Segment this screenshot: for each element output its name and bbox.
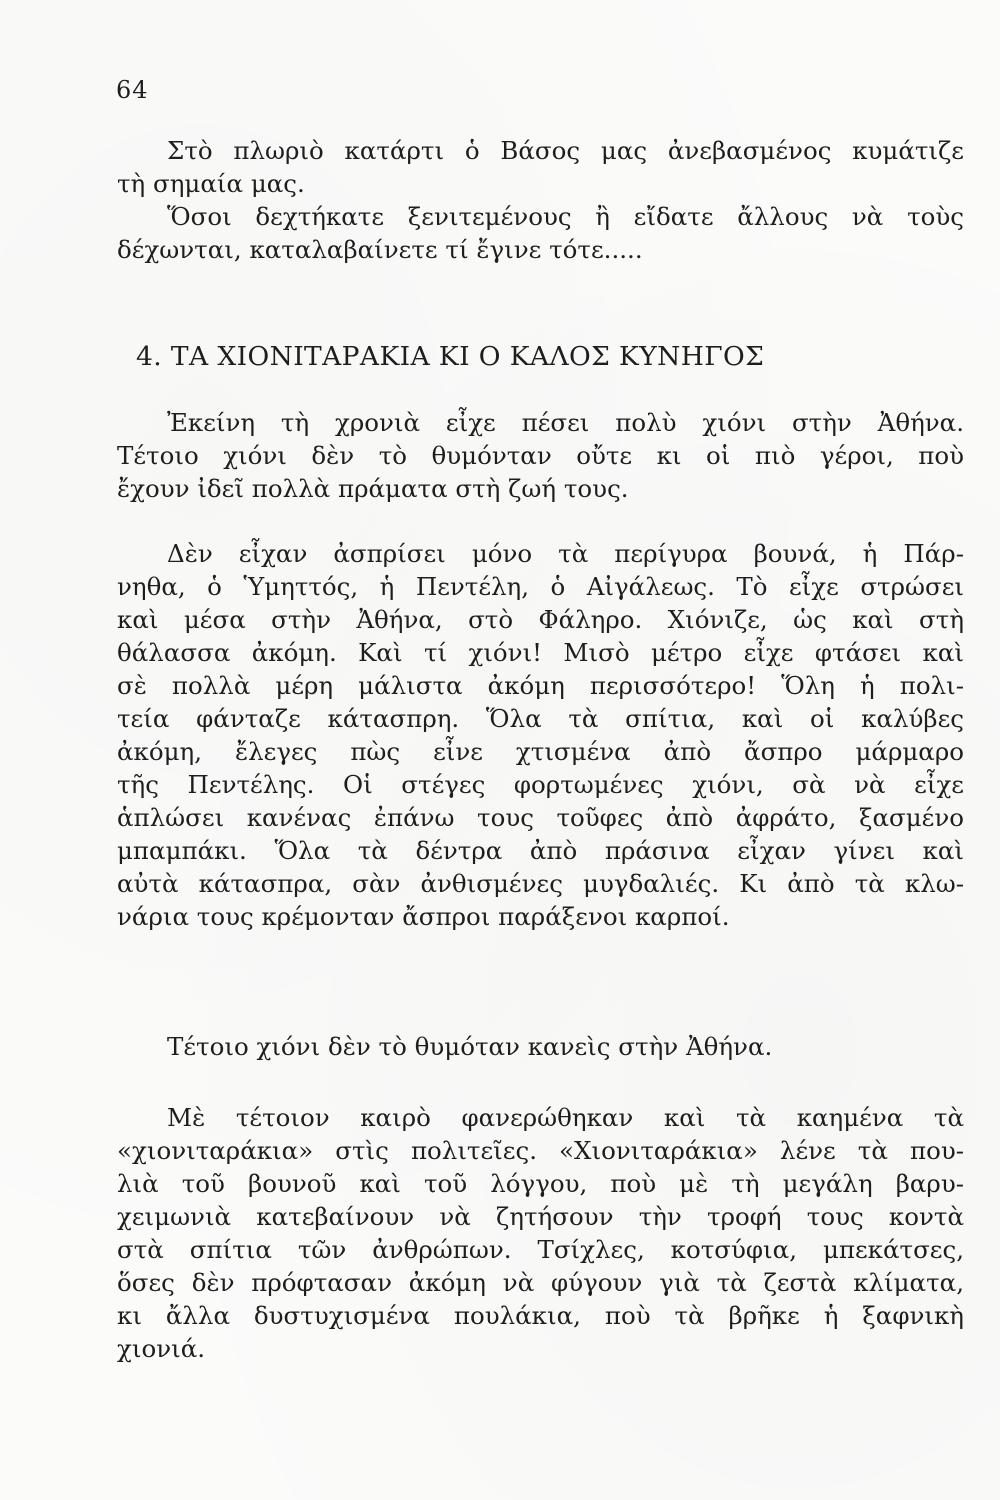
text-line: ἁπλώσει κανένας ἐπάνω τους τοῦφες ἀπὸ ἀφράτο, ξασμένο	[117, 803, 964, 832]
text-line: χιονιά.	[117, 1334, 206, 1363]
text-line: καὶ μέσα στὴν Ἀθήνα, στὸ Φάληρο. Χιόνιζε, ὡς καὶ στὴ	[117, 605, 964, 634]
text-line: Ἐκείνη τὴ χρονιὰ εἶχε πέσει πολὺ χιόνι στὴν Ἀθήνα.	[167, 408, 964, 437]
text-line: στὰ σπίτια τῶν ἀνθρώπων. Τσίχλες, κοτσύφια, μπεκάτσες,	[117, 1235, 964, 1264]
page-number: 64	[116, 76, 149, 104]
text-line: Μὲ τέτοιον καιρὸ φανερώθηκαν καὶ τὰ καημένα τὰ	[167, 1103, 964, 1132]
text-line: σὲ πολλὰ μέρη μάλιστα ἀκόμη περισσότερο! Ὅλη ἡ πολι-	[117, 671, 964, 700]
text-line: αὐτὰ κάτασπρα, σὰν ἀνθισμένες μυγδαλιές. Κι ἀπὸ τὰ κλω-	[117, 869, 964, 898]
text-line: Δὲν εἶχαν ἀσπρίσει μόνο τὰ περίγυρα βουνά, ἡ Πάρ-	[167, 539, 964, 568]
text-line: ἀκόμη, ἔλεγες πὼς εἶνε χτισμένα ἀπὸ ἄσπρο μάρμαρο	[117, 737, 964, 766]
chapter-heading: 4. ΤΑ ΧΙΟΝΙΤΑΡΑΚΙΑ ΚΙ Ο ΚΑΛΟΣ ΚΥΝΗΓΟΣ	[136, 341, 765, 372]
text-line: ὅσες δὲν πρόφτασαν ἀκόμη νὰ φύγουν γιὰ τὰ ζεστὰ κλίματα,	[117, 1268, 964, 1297]
text-line: Τέτοιο χιόνι δὲν τὸ θυμόταν κανεὶς στὴν Ἀθήνα.	[167, 1032, 773, 1061]
paragraph	[117, 1030, 964, 1063]
text-line: κι ἄλλα δυστυχισμένα πουλάκια, ποὺ τὰ βρῆκε ἡ ξαφνικὴ	[117, 1301, 964, 1330]
text-line: τῆς Πεντέλης. Οἱ στέγες φορτωμένες χιόνι, σὰ νὰ εἶχε	[117, 770, 964, 799]
text-line: μπαμπάκι. Ὅλα τὰ δέντρα ἀπὸ πράσινα εἶχαν γίνει καὶ	[117, 836, 964, 865]
text-line: Ὅσοι δεχτήκατε ξενιτεμένους ἢ εἴδατε ἄλλους νὰ τοὺς	[167, 202, 964, 231]
text-line: χειμωνιὰ κατεβαίνουν νὰ ζητήσουν τὴν τροφή τους κοντὰ	[117, 1202, 964, 1231]
text-line: «χιονιταράκια» στὶς πολιτεῖες. «Χιονιταράκια» λένε τὰ που-	[117, 1136, 964, 1165]
text-line: νηθα, ὁ Ὑμηττός, ἡ Πεντέλη, ὁ Αἰγάλεως. Τὸ εἶχε στρώσει	[117, 572, 964, 601]
text-line: Τέτοιο χιόνι δὲν τὸ θυμόνταν οὔτε κι οἱ πιὸ γέροι, ποὺ	[117, 441, 964, 470]
text-line: τεία φάνταζε κάτασπρη. Ὅλα τὰ σπίτια, καὶ οἱ καλύβες	[117, 704, 964, 733]
paragraph	[117, 406, 964, 505]
text-line: τὴ σημαία μας.	[117, 169, 305, 198]
text-line: θάλασσα ἀκόμη. Καὶ τί χιόνι! Μισὸ μέτρο εἶχε φτάσει καὶ	[117, 638, 964, 667]
paragraph	[117, 1101, 964, 1365]
text-line: δέχωνται, καταλαβαίνετε τί ἔγινε τότε.....	[117, 235, 643, 264]
text-line: Στὸ πλωριὸ κατάρτι ὁ Βάσος μας ἀνεβασμένος κυμάτιζε	[167, 136, 964, 165]
text-line: λιὰ τοῦ βουνοῦ καὶ τοῦ λόγγου, ποὺ μὲ τὴ μεγάλη βαρυ-	[117, 1169, 964, 1198]
intro-text	[117, 134, 964, 266]
paragraph	[117, 537, 964, 933]
text-line: ἔχουν ἰδεῖ πολλὰ πράματα στὴ ζωή τους.	[117, 474, 629, 503]
text-line: νάρια τους κρέμονταν ἄσπροι παράξενοι καρποί.	[117, 902, 730, 931]
